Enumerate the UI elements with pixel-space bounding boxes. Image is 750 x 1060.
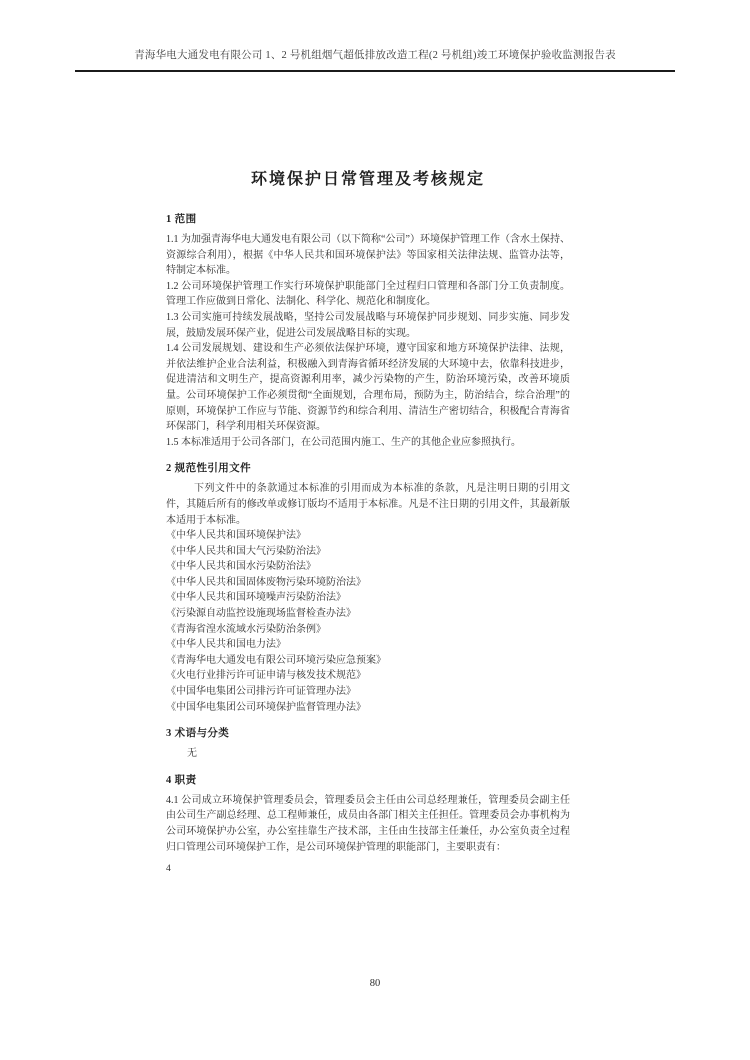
inner-page-number: 4 [166,864,171,875]
reference-item: 《中华人民共和国水污染防治法》 [166,561,316,573]
document-title: 环境保护日常管理及考核规定 [250,171,485,188]
reference-item: 《中华人民共和国环境噪声污染防治法》 [166,592,346,604]
section-heading-scope: 1 范围 [166,214,197,225]
reference-item: 《中国华电集团公司排污许可证管理办法》 [166,686,356,698]
reference-item: 《中华人民共和国大气污染防治法》 [166,545,326,557]
paragraph: 下列文件中的条款通过本标准的引用而成为本标准的条款，凡是注明日期的引用文件，其随后所有的修改单或修订版均不适用于本标准。凡是不注日期的引用文件，其最新版本适用于本标准。 [166,483,570,526]
page-header [0,0,750,72]
section-heading-terms: 3 术语与分类 [166,728,230,740]
section-heading-responsibilities: 4 职责 [166,774,197,786]
section-heading-normative-references: 2 规范性引用文件 [166,463,251,475]
paragraph: 1.2 公司环境保护管理工作实行环境保护职能部门全过程归口管理和各部门分工负责制度。管理工作应做到日常化、法制化、科学化、规范化和制度化。 [166,280,570,308]
report-header-title: 青海华电大通发电有限公司 1、2 号机组烟气超低排放改造工程(2 号机组)竣工环境保护验收监测报告表 [134,50,616,61]
paragraph: 1.4 公司发展规划、建设和生产必须依法保护环境，遵守国家和地方环境保护法律、法规，并依法维护企业合法利益，积极融入到青海省循环经济发展的大环境中去，依靠科技进步，促进清洁和文明生产，提高资源利用率，减少污染物的产生，防治环境污染，改善环境质量。公司环境保护工作必须贯彻“全面规划，合理布局，预防为主，防治结合，综合治理”的原则，环境保护工作应与节能、资源节约和综合利用、清洁生产密切结合，积极配合青海省环保部门，科学利用相关环保资源。 [166,343,570,433]
reference-item: 《青海省湟水流域水污染防治条例》 [166,623,326,635]
footer-page-number: 80 [369,978,381,989]
header-divider [75,70,675,72]
paragraph: 4.1 公司成立环境保护管理委员会，管理委员会主任由公司总经理兼任，管理委员会副主任由公司生产副总经理、总工程师兼任，成员由各部门相关主任担任。管理委员会办事机构为公司环境保护办公室，办公室挂靠生产技术部，主任由生技部主任兼任，办公室负责全过程归口管理公司环境保护工作，是公司环境保护管理的职能部门，主要职责有： [166,794,570,853]
reference-item: 《青海华电大通发电有限公司环境污染应急预案》 [166,654,386,666]
document-content [166,166,570,874]
terms-none-text: 无 [187,748,197,760]
reference-item: 《中华人民共和国电力法》 [166,639,286,651]
reference-item: 《火电行业排污许可证申请与核发技术规范》 [166,670,366,682]
reference-item: 《中国华电集团公司环境保护监督管理办法》 [166,701,366,713]
paragraph: 1.5 本标准适用于公司各部门，在公司范围内施工、生产的其他企业应参照执行。 [166,436,521,448]
reference-item: 《污染源自动监控设施现场监督检查办法》 [166,608,356,620]
reference-item: 《中华人民共和国环境保护法》 [166,530,306,542]
paragraph: 1.3 公司实施可持续发展战略，坚持公司发展战略与环境保护同步规划、同步实施、同步发展，鼓励发展环保产业，促进公司发展战略目标的实现。 [166,311,570,339]
paragraph: 1.1 为加强青海华电大通发电有限公司（以下简称“公司”）环境保护管理工作（含水土保持、资源综合利用），根据《中华人民共和国环境保护法》等国家相关法律法规、监管办法等，特制定本标准。 [166,234,570,277]
reference-item: 《中华人民共和国固体废物污染环境防治法》 [166,576,366,588]
